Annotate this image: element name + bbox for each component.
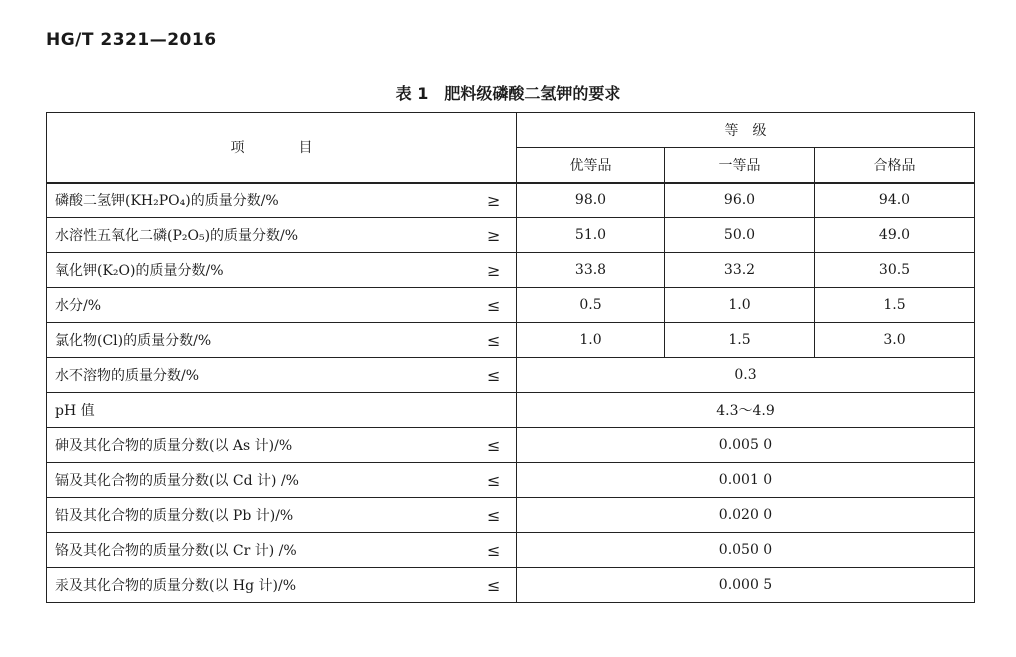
row-item-label: 氧化钾(K₂O)的质量分数/%: [47, 253, 472, 288]
comparison-symbol: ≤: [472, 428, 517, 463]
table-row: [47, 498, 975, 533]
value-first-class: 33.2: [665, 253, 815, 288]
value-qualified: 1.5: [815, 288, 975, 323]
value-all-grades: 0.005 0: [517, 428, 975, 463]
value-all-grades: 0.001 0: [517, 463, 975, 498]
value-first-class: 96.0: [665, 183, 815, 218]
comparison-symbol: ≤: [472, 358, 517, 393]
standard-code: HG/T 2321—2016: [46, 30, 217, 50]
value-premium: 51.0: [517, 218, 665, 253]
row-item-label: 砷及其化合物的质量分数(以 As 计)/%: [47, 428, 472, 463]
row-item-label: 铅及其化合物的质量分数(以 Pb 计)/%: [47, 498, 472, 533]
value-all-grades: 0.020 0: [517, 498, 975, 533]
row-item-label: 磷酸二氢钾(KH₂PO₄)的质量分数/%: [47, 183, 472, 218]
value-premium: 0.5: [517, 288, 665, 323]
table-row: [47, 253, 975, 288]
value-premium: 98.0: [517, 183, 665, 218]
comparison-symbol: ≤: [472, 498, 517, 533]
column-header-premium: 优等品: [517, 148, 665, 183]
value-qualified: 94.0: [815, 183, 975, 218]
value-all-grades: 0.050 0: [517, 533, 975, 568]
column-header-first-class: 一等品: [665, 148, 815, 183]
row-item-label: pH 值: [47, 393, 472, 428]
comparison-symbol: ≤: [472, 323, 517, 358]
value-qualified: 3.0: [815, 323, 975, 358]
value-all-grades: 0.000 5: [517, 568, 975, 603]
value-all-grades: 4.3～4.9: [517, 393, 975, 428]
row-item-label: 镉及其化合物的质量分数(以 Cd 计) /%: [47, 463, 472, 498]
row-item-label: 水分/%: [47, 288, 472, 323]
comparison-symbol: ≥: [472, 253, 517, 288]
table-title: 表 1 肥料级磷酸二氢钾的要求: [395, 84, 621, 103]
table-row: [47, 288, 975, 323]
column-header-grade: 等 级: [517, 113, 975, 148]
table-row: [47, 393, 975, 428]
table-row: [47, 533, 975, 568]
value-premium: 1.0: [517, 323, 665, 358]
table-row: [47, 323, 975, 358]
row-item-label: 氯化物(Cl)的质量分数/%: [47, 323, 472, 358]
comparison-symbol: ≤: [472, 463, 517, 498]
table-row: [47, 463, 975, 498]
table-row: [47, 218, 975, 253]
value-first-class: 50.0: [665, 218, 815, 253]
table-row: [47, 358, 975, 393]
table-row: [47, 183, 975, 218]
value-first-class: 1.0: [665, 288, 815, 323]
column-header-item: 项 目: [47, 113, 517, 183]
comparison-symbol: ≥: [472, 183, 517, 218]
table-row: [47, 428, 975, 463]
comparison-symbol: [472, 393, 517, 428]
value-first-class: 1.5: [665, 323, 815, 358]
value-all-grades: 0.3: [517, 358, 975, 393]
comparison-symbol: ≥: [472, 218, 517, 253]
value-premium: 33.8: [517, 253, 665, 288]
row-item-label: 铬及其化合物的质量分数(以 Cr 计) /%: [47, 533, 472, 568]
table-row: [47, 568, 975, 603]
column-header-qualified: 合格品: [815, 148, 975, 183]
requirements-table: [46, 112, 975, 603]
row-item-label: 水溶性五氧化二磷(P₂O₅)的质量分数/%: [47, 218, 472, 253]
row-item-label: 水不溶物的质量分数/%: [47, 358, 472, 393]
row-item-label: 汞及其化合物的质量分数(以 Hg 计)/%: [47, 568, 472, 603]
value-qualified: 30.5: [815, 253, 975, 288]
value-qualified: 49.0: [815, 218, 975, 253]
comparison-symbol: ≤: [472, 568, 517, 603]
comparison-symbol: ≤: [472, 533, 517, 568]
comparison-symbol: ≤: [472, 288, 517, 323]
